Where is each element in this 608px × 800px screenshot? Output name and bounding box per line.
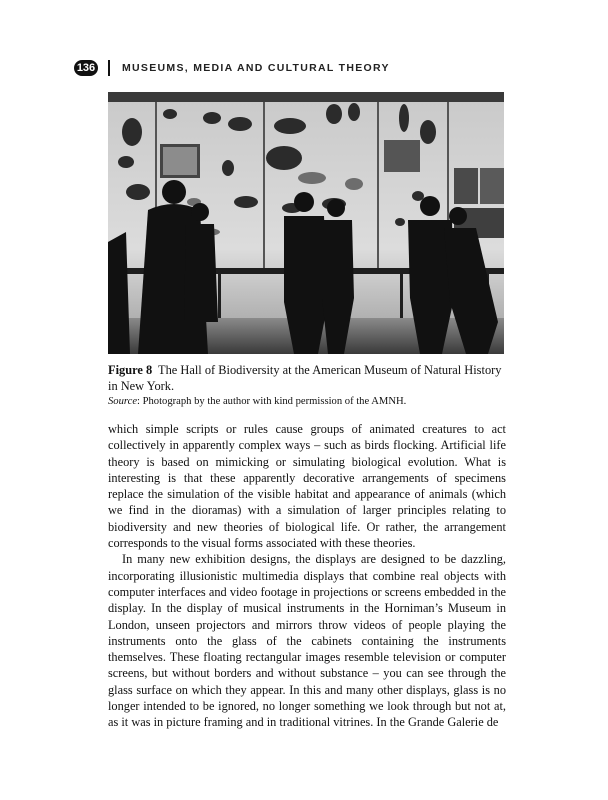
paragraph-2: In many new exhibition designs, the displays are designed to be dazzling, incorporating illusionistic multimedia displays that combine real objects with computer interfaces and video footage in projections or screens embedded in the display. In the display of musical instruments in the Horniman’s Museum in London, unseen projectors and mirrors throw videos of people playing the instruments onto the glass of the cabinets containing the instruments themselves. These floating rectangular images resemble television or computer screens, but without borders and without substance – you can see through the glass surface on which they appear. In this and many other displays, glass is no longer intended to be ignored, no longer something we look through but not at, as it was in picture framing and in traditional vitrines. In the Grande Galerie de [108,552,506,730]
source-text: : Photograph by the author with kind permission of the AMNH. [137,396,407,407]
caption-source [108,395,506,409]
figure-label: Figure 8 [108,363,153,377]
caption-text-block [108,362,506,394]
page-number-badge: 136 [74,60,98,76]
running-head-title: MUSEUMS, MEDIA AND CULTURAL THEORY [122,62,390,74]
body-text [108,421,506,731]
paragraph-1: which simple scripts or rules cause groups of animated creatures to act collectively in apparently complex ways – such as birds flocking. Artificial life theory is based on mimicking or simulating biological evolution. What is interesting is that these apparently decorative arrangements of specimens replace the simulation of the visible habitat and appearance of animals (which we find in the dioramas) with a simulation of larger principles relating to biodiversity and new theories of biological life. Or rather, the arrangement corresponds to the visual forms associated with these theories. [108,422,506,551]
running-head-divider [108,60,110,76]
running-head [74,58,390,78]
caption-text: The Hall of Biodiversity at the American Museum of Natural History in New York. [108,363,502,393]
figure-caption [108,362,506,409]
figure-photograph [108,92,504,354]
source-label: Source [108,396,138,407]
hall-of-biodiversity-photo [108,92,504,354]
